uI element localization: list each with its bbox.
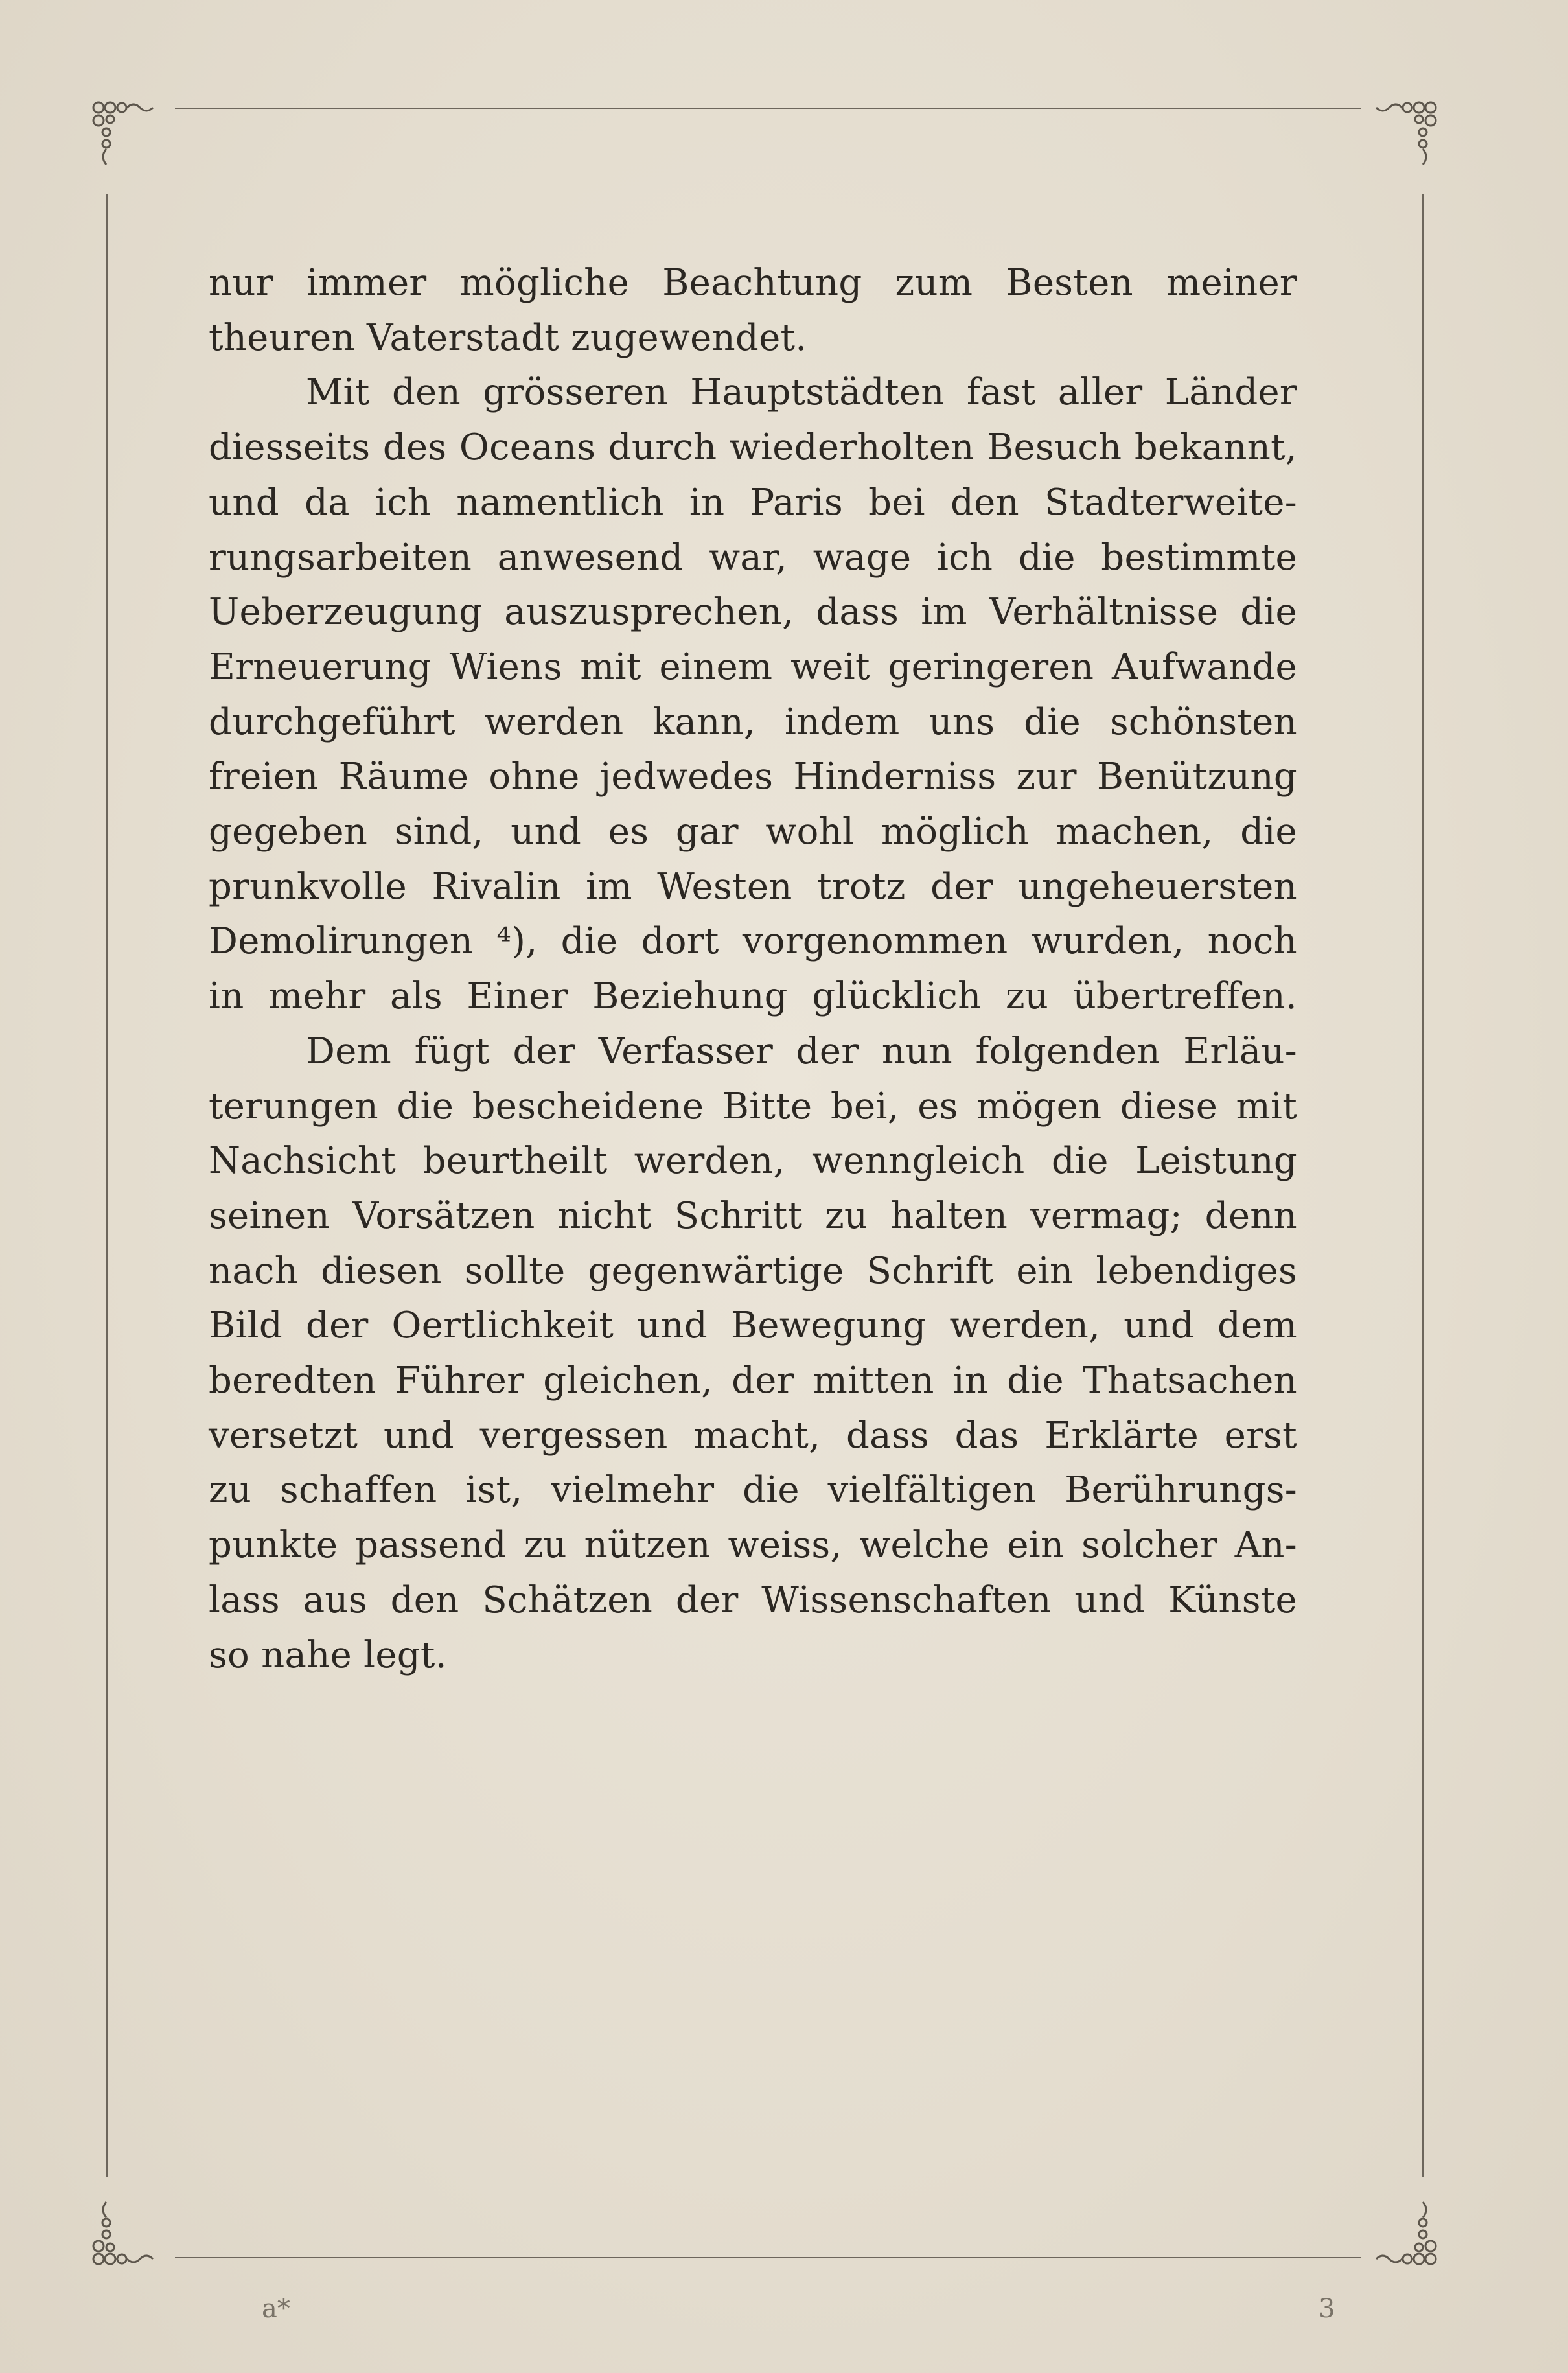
text-line: nach diesen sollte gegenwärtige Schrift ein lebendiges — [209, 1249, 1297, 1292]
text-line: terungen die bescheidene Bitte bei, es mögen diese mit — [209, 1085, 1297, 1128]
border-left-line — [106, 194, 108, 2177]
paragraph-2 — [209, 365, 1297, 1024]
text-line: freien Räume ohne jedwedes Hinderniss zur Benützung — [209, 756, 1297, 798]
text-line: gegeben sind, und es gar wohl möglich machen, die — [209, 811, 1297, 853]
corner-ornament-bottom-right — [1354, 2185, 1445, 2276]
paragraph-1 — [209, 256, 1297, 365]
text-line: Demolirungen ⁴), die dort vorgenommen wurden, noch — [209, 920, 1297, 963]
text-line: Ueberzeugung auszusprechen, dass im Verhältnisse die — [209, 591, 1297, 634]
text-line: lass aus den Schätzen der Wissenschaften und Künste — [209, 1579, 1297, 1621]
text-line: und da ich namentlich in Paris bei den Stadterweite- — [209, 481, 1297, 524]
text-line: Erneuerung Wiens mit einem weit geringeren Aufwande — [209, 645, 1297, 688]
page-number: 3 — [1319, 2294, 1335, 2324]
border-right-line — [1422, 194, 1424, 2177]
text-line: Nachsicht beurtheilt werden, wenngleich die Leistung — [209, 1140, 1297, 1183]
text-line: seinen Vorsätzen nicht Schritt zu halten vermag; denn — [209, 1194, 1297, 1237]
corner-ornament-top-right — [1354, 91, 1445, 181]
text-line: Mit den grösseren Hauptstädten fast aller Länder — [306, 371, 1297, 414]
text-line: nur immer mögliche Beachtung zum Besten meiner — [209, 262, 1297, 304]
text-line: durchgeführt werden kann, indem uns die schönsten — [209, 700, 1297, 743]
text-line: versetzt und vergessen macht, dass das Erklärte erst — [209, 1414, 1297, 1457]
paragraph-3 — [209, 1024, 1297, 1683]
text-line: zu schaffen ist, vielmehr die vielfältigen Berührungs- — [209, 1469, 1297, 1512]
border-bottom-line — [175, 2257, 1361, 2258]
text-line: theuren Vaterstadt zugewendet. — [209, 316, 807, 359]
text-line: beredten Führer gleichen, der mitten in die Thatsachen — [209, 1360, 1297, 1402]
corner-ornament-top-left — [84, 91, 175, 181]
text-line: in mehr als Einer Beziehung glücklich zu übertreffen. — [209, 975, 1297, 1018]
text-line: Dem fügt der Verfasser der nun folgenden Erläu- — [306, 1030, 1297, 1072]
text-line: rungsarbeiten anwesend war, wage ich die bestimmte — [209, 536, 1297, 579]
text-line: diesseits des Oceans durch wiederholten Besuch bekannt, — [209, 426, 1297, 469]
body-text — [209, 256, 1297, 1683]
corner-ornament-bottom-left — [84, 2185, 175, 2276]
signature-mark: a* — [262, 2294, 290, 2324]
text-line: so nahe legt. — [209, 1634, 447, 1676]
text-line: punkte passend zu nützen weiss, welche ein solcher An- — [209, 1524, 1297, 1567]
text-line: Bild der Oertlichkeit und Bewegung werden, und dem — [209, 1304, 1297, 1347]
border-top-line — [175, 108, 1361, 109]
text-line: prunkvolle Rivalin im Westen trotz der ungeheuersten — [209, 865, 1297, 908]
